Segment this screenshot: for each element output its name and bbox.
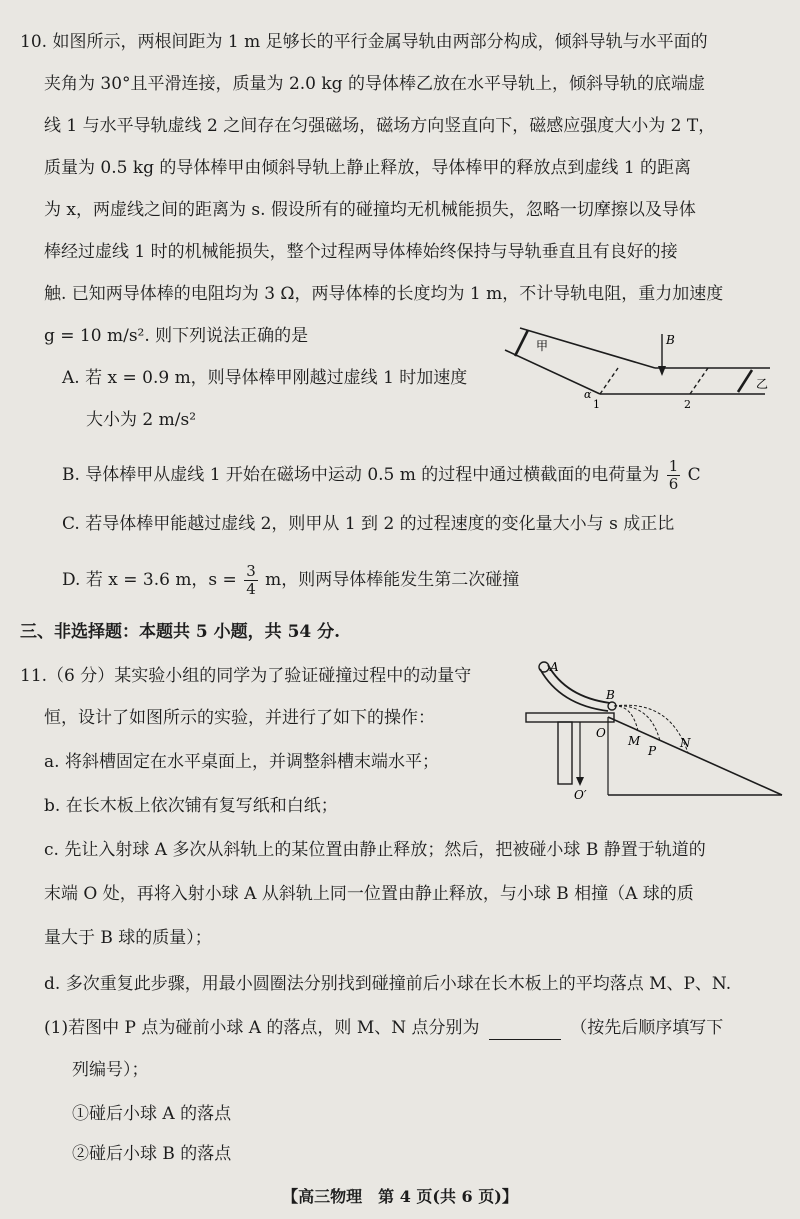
q10-option-d-numerator: 3 <box>246 562 256 580</box>
q10-label-yi: 乙 <box>756 377 769 391</box>
q10-option-d <box>62 563 519 598</box>
q11-step-c-line-3: 量大于 B 球的质量）； <box>44 928 212 948</box>
q10-option-b-unit: C <box>687 465 701 485</box>
q11-label-A: A <box>550 660 559 674</box>
q11-step-b: b. 在长木板上依次铺有复写纸和白纸； <box>44 796 338 816</box>
q11-label-M: M <box>628 734 641 748</box>
q10-option-b-numerator: 1 <box>668 457 679 475</box>
q10-label-1: 1 <box>593 398 600 410</box>
q11-label-O: O <box>596 726 606 740</box>
q11-label-N: N <box>680 736 691 750</box>
q10-option-b-text: B. 导体棒甲从虚线 1 开始在磁场中运动 0.5 m 的过程中通过横截面的电荷量为 <box>62 465 660 485</box>
q10-line-8: g = 10 m/s². 则下列说法正确的是 <box>44 326 309 346</box>
q10-line-4: 质量为 0.5 kg 的导体棒甲由倾斜导轨上静止释放，导体棒甲的释放点到虚线 1 的距离 <box>44 158 692 178</box>
q10-label-alpha: α <box>584 388 592 401</box>
q10-line-5: 为 x，两虚线之间的距离为 s. 假设所有的碰撞均无机械能损失，忽略一切摩擦以及导体 <box>44 200 696 220</box>
q11-step-a: a. 将斜槽固定在水平桌面上，并调整斜槽末端水平； <box>44 752 439 772</box>
q11-label-O-prime: O′ <box>574 788 587 800</box>
q10-option-c: C. 若导体棒甲能越过虚线 2，则甲从 1 到 2 的过程速度的变化量大小与 s 成正比 <box>62 514 675 534</box>
q11-sub-1-text-pre: (1)若图中 P 点为碰前小球 A 的落点，则 M、N 点分别为 <box>44 1018 480 1038</box>
q10-option-d-denominator: 4 <box>246 580 256 598</box>
q10-line-2: 夹角为 30°且平滑连接，质量为 2.0 kg 的导体棒乙放在水平导轨上，倾斜导轨的底端虚 <box>44 74 705 94</box>
q10-option-d-fraction <box>244 563 258 598</box>
q10-option-d-text-post: m，则两导体棒能发生第二次碰撞 <box>265 570 520 590</box>
q11-label-P: P <box>648 744 657 758</box>
q10-line-7: 触. 已知两导体棒的电阻均为 3 Ω，两导体棒的长度均为 1 m，不计导轨电阻，重力加速度 <box>44 284 724 304</box>
q10-label-2: 2 <box>684 398 691 410</box>
q11-label-B: B <box>606 688 615 702</box>
q10-line-6: 棒经过虚线 1 时的机械能损失，整个过程两导体棒始终保持与导轨垂直且有良好的接 <box>44 242 678 262</box>
q11-sub-1 <box>44 1016 723 1040</box>
q10-line-1: 10. 如图所示，两根间距为 1 m 足够长的平行金属导轨由两部分构成，倾斜导轨与水平面的 <box>20 32 708 52</box>
q11-choice-1: ①碰后小球 A 的落点 <box>72 1104 232 1124</box>
q11-apparatus-figure <box>520 655 790 800</box>
q11-sub-1-line-2: 列编号）； <box>72 1060 149 1080</box>
q10-label-jia: 甲 <box>536 339 549 353</box>
q11-sub-1-text-post: （按先后顺序填写下 <box>570 1018 724 1038</box>
q10-option-b-denominator: 6 <box>668 475 679 493</box>
q10-option-a-line-1: A. 若 x = 0.9 m，则导体棒甲刚越过虚线 1 时加速度 <box>62 368 468 388</box>
q11-sub-1-answer-blank[interactable] <box>489 1021 561 1040</box>
q10-rail-figure <box>500 320 780 410</box>
q11-line-1: 11.（6 分）某实验小组的同学为了验证碰撞过程中的动量守 <box>20 666 472 686</box>
q10-line-3: 线 1 与水平导轨虚线 2 之间存在匀强磁场，磁场方向竖直向下，磁感应强度大小为 2 T， <box>44 116 716 136</box>
q10-option-a-line-2: 大小为 2 m/s² <box>86 410 197 430</box>
q11-line-2: 恒，设计了如图所示的实验，并进行了如下的操作： <box>44 708 435 728</box>
q10-option-b <box>62 458 701 493</box>
q10-option-d-text-pre: D. 若 x = 3.6 m，s = <box>62 570 237 590</box>
page-footer: 【高三物理 第 4 页(共 6 页)】 <box>282 1187 518 1206</box>
q11-step-c-line-1: c. 先让入射球 A 多次从斜轨上的某位置由静止释放；然后，把被碰小球 B 静置于轨道的 <box>44 840 706 860</box>
q10-label-B: B <box>666 333 675 347</box>
q11-choice-2: ②碰后小球 B 的落点 <box>72 1144 232 1164</box>
q11-step-c-line-2: 末端 O 处，再将入射小球 A 从斜轨上同一位置由静止释放，与小球 B 相撞（A 球的质 <box>44 884 694 904</box>
q10-option-b-fraction <box>667 458 681 493</box>
section-3-header: 三、非选择题：本题共 5 小题，共 54 分. <box>20 622 341 642</box>
q11-step-d: d. 多次重复此步骤，用最小圆圈法分别找到碰撞前后小球在长木板上的平均落点 M、P、N. <box>44 974 732 994</box>
